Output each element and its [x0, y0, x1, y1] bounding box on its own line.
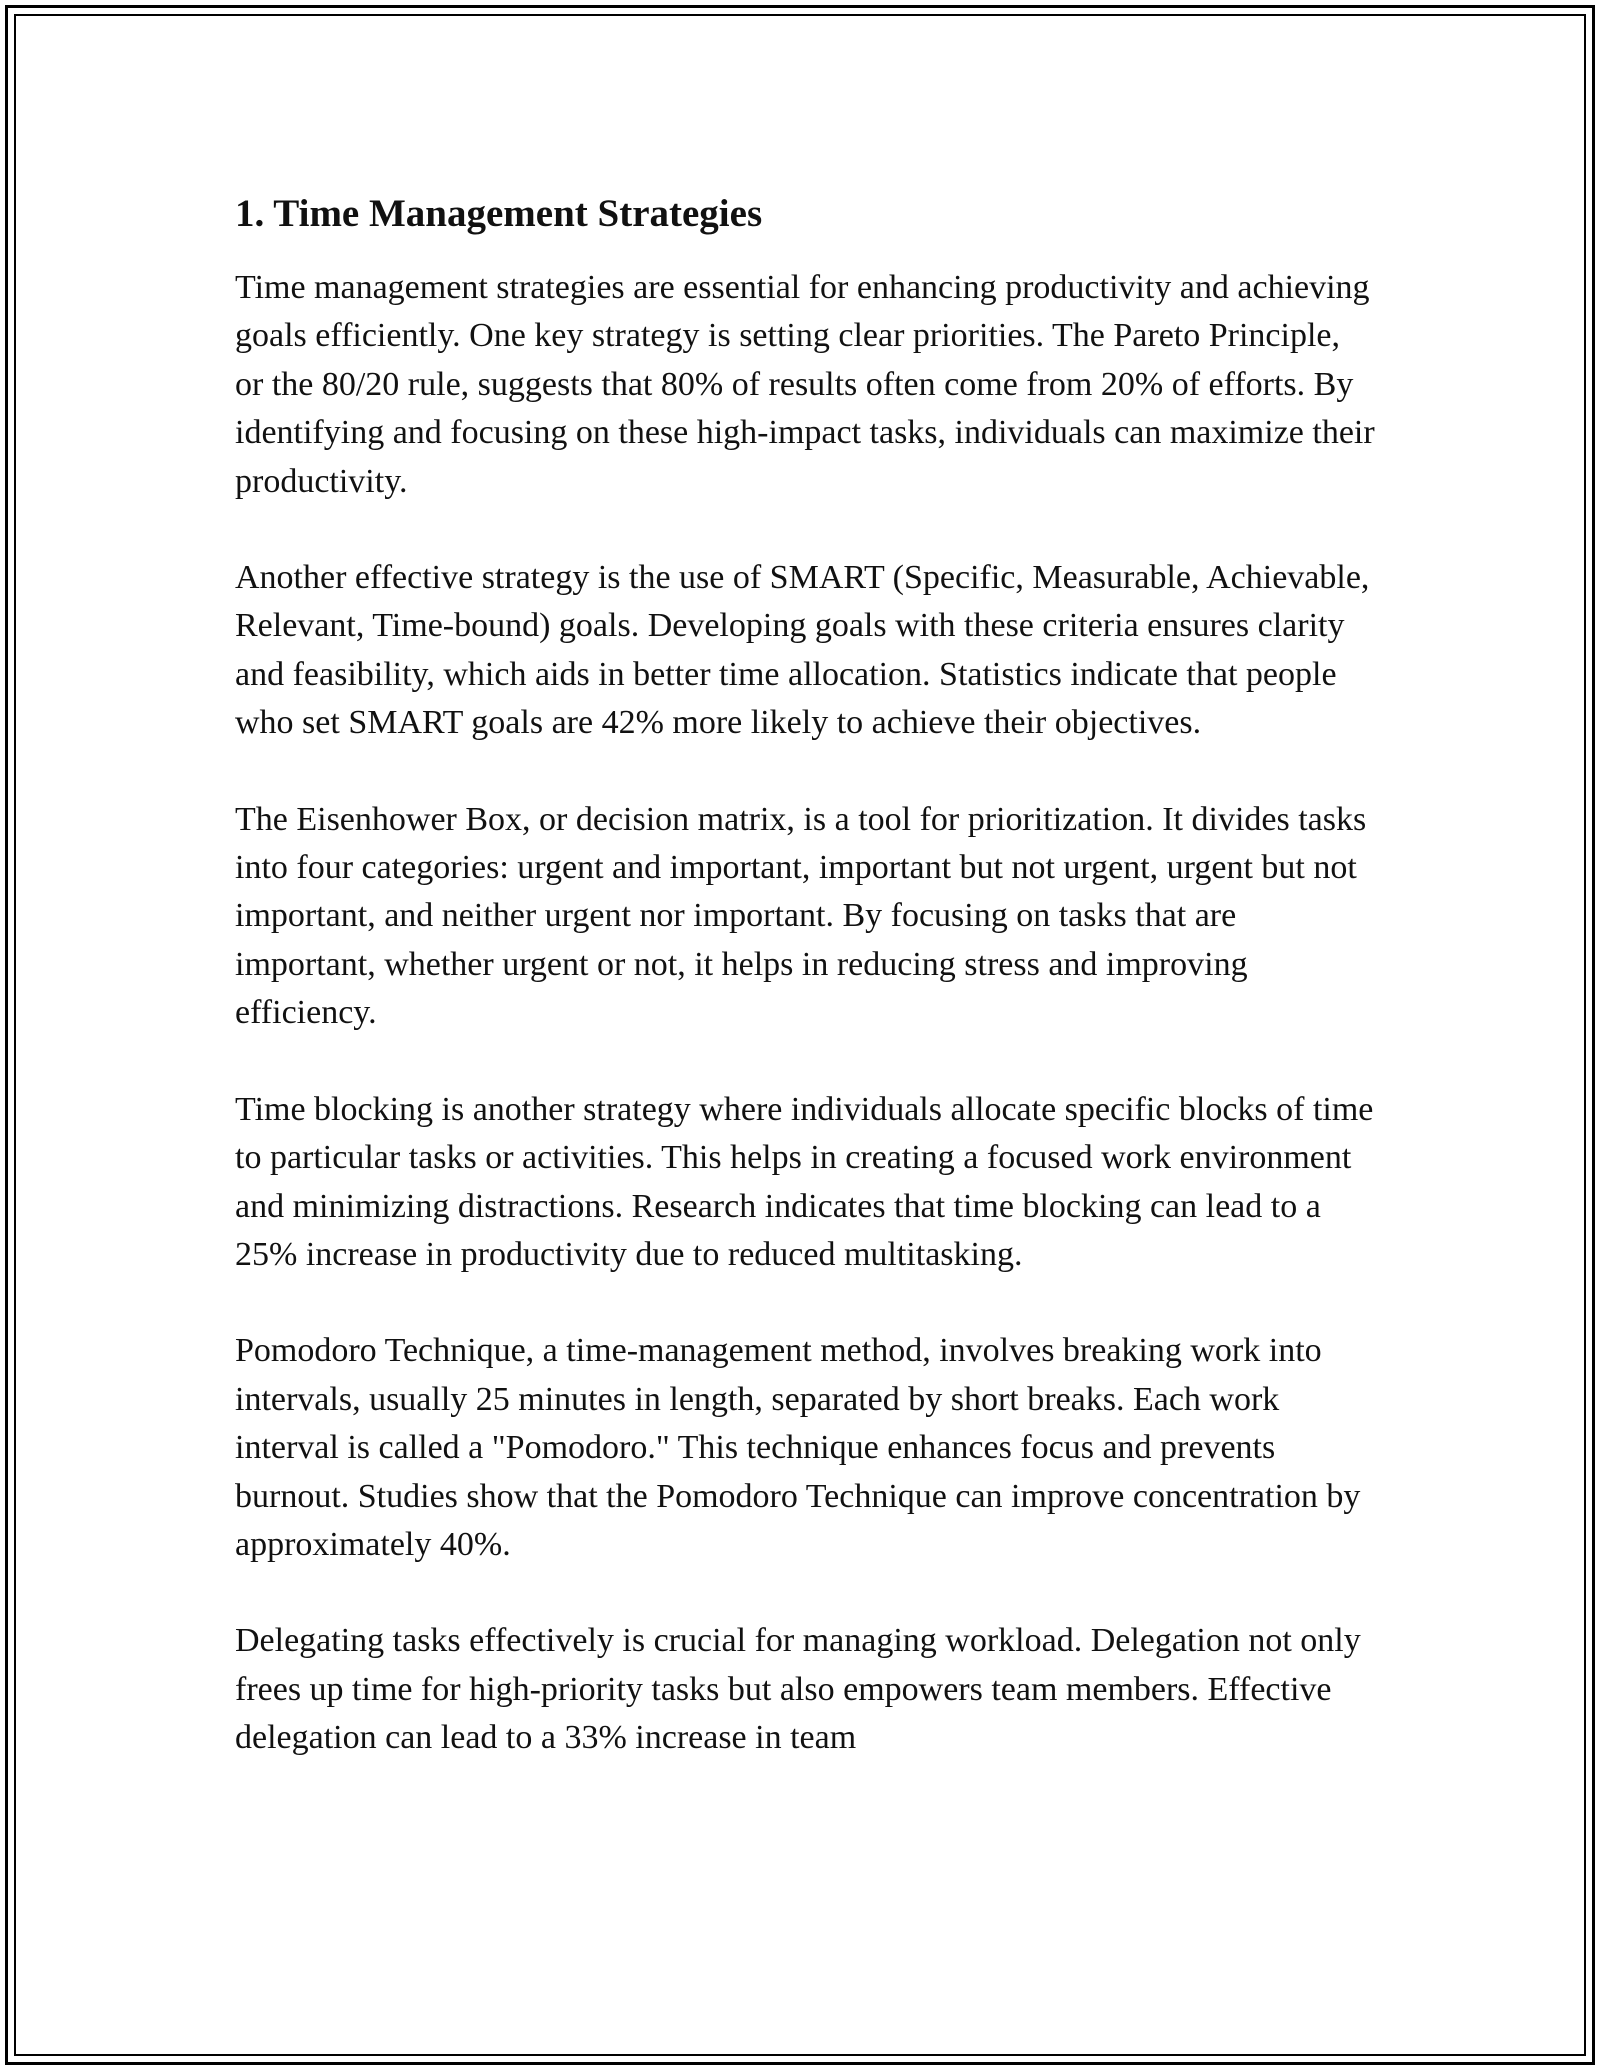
paragraph-time-blocking: Time blocking is another strategy where individuals allocate specific blocks of time to particular tasks or activities. This helps in creating a focused work environment and minimizing distractions. Research indicates that time blocking can lead to a 25% increase in productivity due to reduced multitasking.	[235, 1090, 1374, 1273]
paragraph-pomodoro: Pomodoro Technique, a time-management method, involves breaking work into intervals, usually 25 minutes in length, separated by short breaks. Each work interval is called a "Pomodoro." This technique enhances focus and prevents burnout. Studies show that the Pomodoro Technique can improve concentration by approximately 40%.	[235, 1332, 1361, 1563]
paragraph-eisenhower: The Eisenhower Box, or decision matrix, is a tool for prioritization. It divides tasks into four categories: urgent and important, important but not urgent, urgent but not important, and neither urgent nor important. By focusing on tasks that are important, whether urgent or not, it helps in reducing stress and improving efficiency.	[235, 800, 1367, 1032]
document-body	[235, 188, 1375, 1811]
paragraph-pareto: Time management strategies are essential for enhancing productivity and achieving goals efficiently. One key strategy is setting clear priorities. The Pareto Principle, or the 80/20 rule, suggests that 80% of results often come from 20% of efforts. By identifying and focusing on these high-impact tasks, individuals can maximize their productivity.	[235, 269, 1375, 500]
paragraph-delegation: Delegating tasks effectively is crucial for managing workload. Delegation not only frees up time for high-priority tasks but also empowers team members. Effective delegation can lead to a 33% increase in team	[235, 1622, 1361, 1757]
paragraph-smart-goals: Another effective strategy is the use of SMART (Specific, Measurable, Achievable, Relevant, Time-bound) goals. Developing goals with these criteria ensures clarity and feasibility, which aids in better time allocation. Statistics indicate that people who set SMART goals are 42% more likely to achieve their objectives.	[235, 559, 1370, 742]
section-heading: 1. Time Management Strategies	[235, 192, 763, 235]
